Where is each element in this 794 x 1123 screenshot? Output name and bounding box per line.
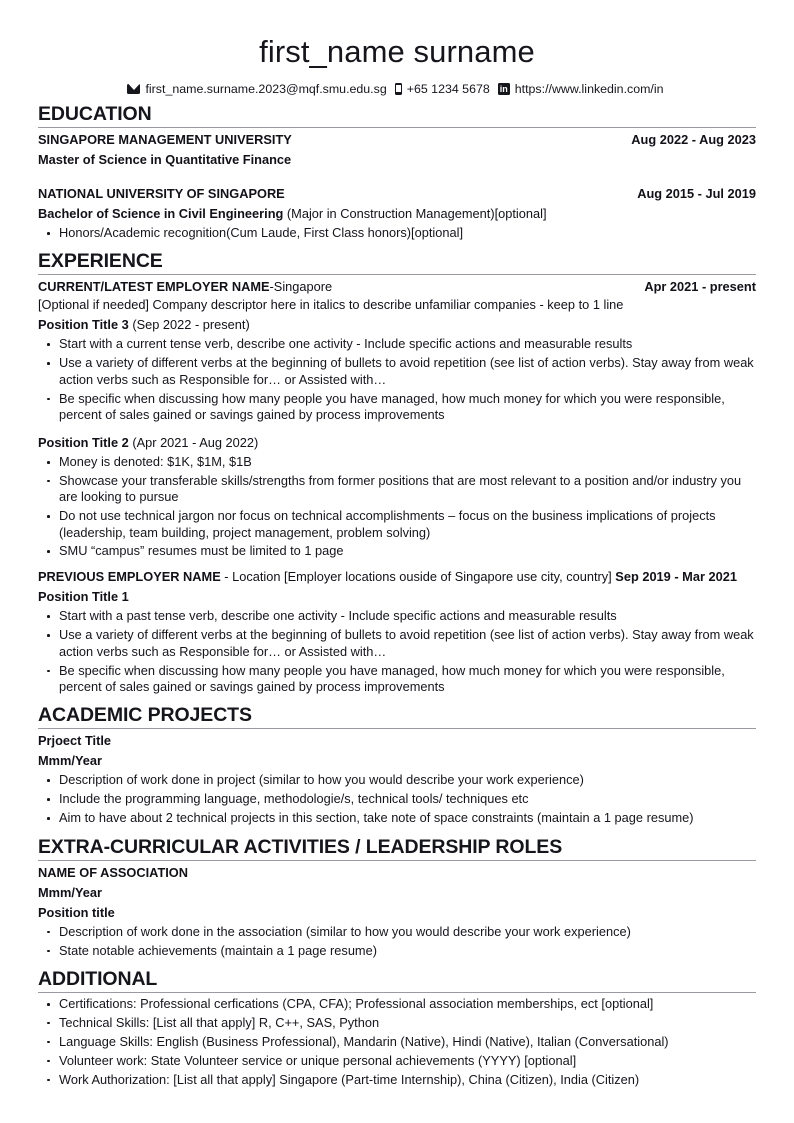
contact-phone: +65 1234 5678 <box>406 82 490 96</box>
position-bullets <box>38 454 756 560</box>
employer-2-header <box>38 568 756 586</box>
employer-name: CURRENT/LATEST EMPLOYER NAME <box>38 279 270 295</box>
section-experience <box>38 250 756 695</box>
education-school: SINGAPORE MANAGEMENT UNIVERSITY <box>38 132 292 147</box>
employer-name-group <box>38 278 332 296</box>
divider <box>38 860 756 861</box>
list-item: Include the programming language, methodologie/s, technical tools/ techniques etc <box>38 791 756 807</box>
list-item: State notable achievements (maintain a 1 page resume) <box>38 943 756 959</box>
section-additional <box>38 968 756 1088</box>
list-item: SMU “campus” resumes must be limited to 1 page <box>38 543 756 559</box>
project-bullets <box>38 772 756 826</box>
list-item: Use a variety of different verbs at the beginning of bullets to avoid repetition (see list of action verbs). Stay away from weak action verbs such as Responsible for… or Assisted with… <box>38 355 756 388</box>
list-item: Certifications: Professional cerfications (CPA, CFA); Professional association memberships, ect [optional] <box>38 996 756 1012</box>
list-item: Start with a current tense verb, describe one activity - Include specific actions and measurable results <box>38 336 756 352</box>
employer-dates: Sep 2019 - Mar 2021 <box>615 569 737 585</box>
position-title-text: Position Title 3 <box>38 317 129 333</box>
linkedin-icon: in <box>499 84 508 94</box>
position-dates: (Apr 2021 - Aug 2022) <box>128 434 259 450</box>
additional-bullets <box>38 996 756 1088</box>
project-date: Mmm/Year <box>38 753 103 769</box>
section-heading-additional: ADDITIONAL <box>38 967 158 990</box>
association-name: NAME OF ASSOCIATION <box>38 864 189 880</box>
position-dates: (Sep 2022 - present) <box>128 317 250 333</box>
divider <box>38 728 756 729</box>
employer-descriptor: [Optional if needed] Company descriptor here in italics to describe unfamiliar companies - keep to 1 line <box>38 297 624 313</box>
position-title-text: Position Title 1 <box>38 589 129 605</box>
education-school: NATIONAL UNIVERSITY OF SINGAPORE <box>38 186 285 201</box>
position-title <box>38 588 756 606</box>
list-item: Honors/Academic recognition(Cum Laude, First Class honors)[optional] <box>38 225 756 241</box>
education-dates: Aug 2022 - Aug 2023 <box>631 132 756 147</box>
list-item: Use a variety of different verbs at the beginning of bullets to avoid repetition (see list of action verbs). Stay away from weak action verbs such as Responsible for… or Assisted with… <box>38 627 756 660</box>
contact-email[interactable]: first_name.surname.2023@mqf.smu.edu.sg <box>145 82 387 96</box>
list-item: Be specific when discussing how many people you have managed, how much money for which you were responsible, percent of sales gained or savings gained by process improvements <box>38 663 756 696</box>
list-item: Technical Skills: [List all that apply] R, C++, SAS, Python <box>38 1015 756 1031</box>
section-academic-projects <box>38 704 756 826</box>
position-title <box>38 434 756 452</box>
contact-linkedin[interactable]: https://www.linkedin.com/in <box>514 82 664 96</box>
association-date: Mmm/Year <box>38 884 103 900</box>
spacer <box>38 169 756 185</box>
section-extracurricular <box>38 836 756 959</box>
section-heading-extracurricular: EXTRA-CURRICULAR ACTIVITIES / LEADERSHIP ROLES <box>38 835 563 858</box>
section-heading-projects: ACADEMIC PROJECTS <box>38 704 252 727</box>
education-degree <box>38 205 756 223</box>
education-degree-extra: (Major in Construction Management)[optional] <box>283 206 547 221</box>
education-degree-text: Master of Science in Quantitative Finance <box>38 152 292 167</box>
position-bullets <box>38 608 756 695</box>
position-title <box>38 316 756 334</box>
list-item: Money is denoted: $1K, $1M, $1B <box>38 454 756 470</box>
spacer <box>38 426 756 432</box>
position-bullets <box>38 336 756 423</box>
divider <box>38 992 756 993</box>
divider <box>38 127 756 128</box>
project-title: Prjoect Title <box>38 733 112 749</box>
association-position: Position title <box>38 904 115 920</box>
phone-icon <box>395 83 402 95</box>
list-item: Start with a past tense verb, describe one activity - Include specific actions and measurable results <box>38 608 756 624</box>
divider <box>38 274 756 275</box>
education-degree-text: Bachelor of Science in Civil Engineering <box>38 206 284 221</box>
list-item: Description of work done in the association (similar to how you would describe your work experience) <box>38 924 756 940</box>
education-bullets <box>38 225 756 241</box>
employer-dates: Apr 2021 - present <box>644 279 756 295</box>
list-item: Aim to have about 2 technical projects in this section, take note of space constraints (maintain a 1 page resume) <box>38 810 756 826</box>
position-title-text: Position Title 2 <box>38 434 129 450</box>
extracurricular-bullets <box>38 924 756 959</box>
mail-icon <box>127 84 140 94</box>
list-item: Work Authorization: [List all that apply] Singapore (Part-time Internship), China (Citizen), India (Citizen) <box>38 1072 756 1088</box>
employer-location: -Singapore <box>269 279 333 295</box>
section-heading-education: EDUCATION <box>38 103 152 125</box>
section-education <box>38 103 756 241</box>
contact-line <box>38 81 756 97</box>
employer-1-header <box>38 278 756 296</box>
list-item: Be specific when discussing how many people you have managed, how much money for which you were responsible, percent of sales gained or savings gained by process improvements <box>38 391 756 424</box>
education-degree <box>38 151 756 169</box>
list-item: Description of work done in project (similar to how you would describe your work experience) <box>38 772 756 788</box>
education-dates: Aug 2015 - Jul 2019 <box>637 186 756 201</box>
page-title: first_name surname <box>259 34 535 69</box>
employer-name: PREVIOUS EMPLOYER NAME <box>38 569 221 585</box>
list-item: Language Skills: English (Business Professional), Mandarin (Native), Hindi (Native), Italian (Conversational) <box>38 1034 756 1050</box>
employer-location: - Location [Employer locations ouside of Singapore use city, country] <box>220 569 616 585</box>
section-heading-experience: EXPERIENCE <box>38 250 163 273</box>
education-entry-1-header <box>38 131 756 149</box>
education-entry-2-header <box>38 185 756 203</box>
list-item: Volunteer work: State Volunteer service or unique personal achievements (YYYY) [optional] <box>38 1053 756 1069</box>
list-item: Showcase your transferable skills/strengths from former positions that are most relevant to a position and/or industry you are looking to pursue <box>38 473 756 506</box>
list-item: Do not use technical jargon nor focus on technical accomplishments – focus on the business implications of projects (leadership, team building, project management, problem solving) <box>38 508 756 541</box>
